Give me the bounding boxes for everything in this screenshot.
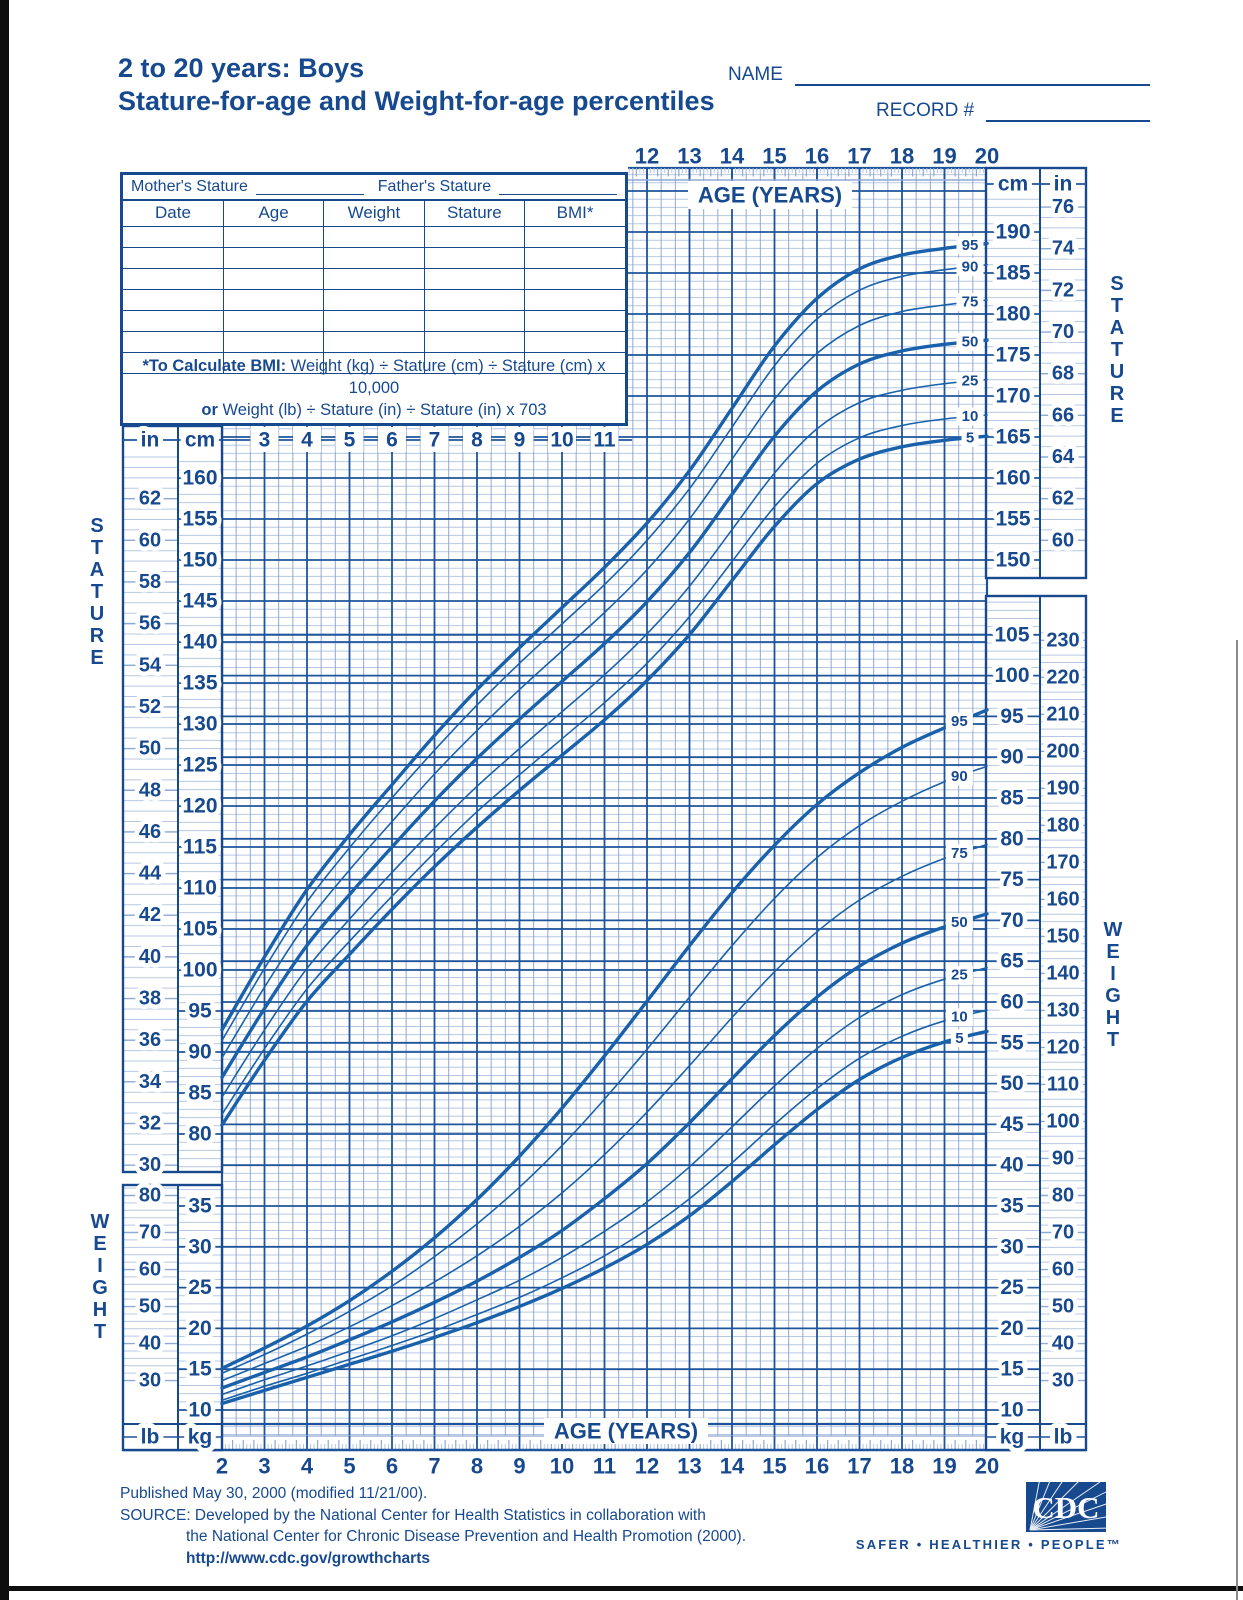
svg-text:32: 32 [138, 1112, 162, 1135]
name-input-line[interactable] [795, 64, 1150, 86]
svg-text:50: 50 [138, 1295, 162, 1318]
svg-text:200: 200 [1046, 740, 1080, 763]
measurement-empty-row [123, 268, 625, 289]
svg-text:A: A [1109, 317, 1125, 339]
svg-text:85: 85 [188, 1081, 212, 1105]
father-stature-label: Father's Stature [377, 178, 492, 195]
svg-text:40: 40 [138, 945, 162, 968]
measurement-empty-row [123, 247, 625, 268]
mother-stature-input-line[interactable] [256, 179, 364, 195]
svg-text:80: 80 [1051, 1184, 1075, 1207]
measurement-cell[interactable] [525, 268, 625, 289]
svg-text:E: E [1110, 405, 1124, 427]
parents-stature-row [123, 175, 625, 201]
svg-text:48: 48 [138, 779, 162, 802]
svg-text:180: 180 [995, 302, 1031, 326]
published-line: Published May 30, 2000 (modified 11/21/00). [120, 1485, 428, 1502]
column-header-bmi: BMI* [525, 201, 625, 226]
svg-text:105: 105 [182, 917, 218, 941]
svg-text:70: 70 [1051, 321, 1075, 344]
column-header-age: Age [223, 201, 323, 226]
svg-text:20: 20 [974, 143, 1000, 169]
svg-text:7: 7 [428, 428, 441, 452]
svg-text:T: T [1110, 339, 1124, 361]
measurement-cell[interactable] [223, 289, 323, 310]
svg-text:9: 9 [513, 428, 526, 452]
svg-text:T: T [1106, 1029, 1120, 1051]
svg-text:11: 11 [593, 428, 616, 452]
measurement-cell[interactable] [324, 331, 424, 352]
column-header-stature: Stature [424, 201, 524, 226]
svg-text:9: 9 [513, 1453, 526, 1479]
svg-text:62: 62 [138, 487, 162, 510]
svg-text:52: 52 [138, 695, 162, 718]
svg-text:68: 68 [1051, 362, 1075, 385]
svg-text:35: 35 [1000, 1194, 1024, 1218]
svg-text:150: 150 [182, 548, 218, 572]
svg-text:58: 58 [138, 570, 162, 593]
svg-text:180: 180 [1046, 814, 1080, 837]
svg-text:60: 60 [1051, 1258, 1075, 1281]
svg-text:80: 80 [188, 1122, 212, 1146]
cdc-logo-text: CDC [1032, 1490, 1100, 1525]
svg-text:190: 190 [995, 220, 1031, 244]
measurement-cell[interactable] [424, 310, 524, 331]
svg-text:35: 35 [188, 1194, 212, 1218]
svg-text:25: 25 [951, 966, 968, 984]
measurement-cell[interactable] [324, 226, 424, 247]
svg-text:kg: kg [187, 1425, 213, 1449]
svg-text:165: 165 [995, 425, 1031, 449]
svg-text:190: 190 [1046, 777, 1080, 800]
measurement-cell[interactable] [525, 247, 625, 268]
svg-text:7: 7 [428, 1453, 441, 1479]
svg-text:140: 140 [1046, 962, 1080, 985]
svg-text:15: 15 [1000, 1357, 1024, 1381]
svg-text:cm: cm [184, 428, 216, 452]
svg-text:210: 210 [1046, 703, 1080, 726]
svg-text:40: 40 [1000, 1153, 1024, 1177]
svg-text:18: 18 [889, 143, 915, 169]
name-label: NAME [728, 64, 783, 85]
svg-text:10: 10 [549, 1453, 575, 1479]
svg-text:160: 160 [182, 466, 218, 490]
svg-text:50: 50 [1051, 1295, 1075, 1318]
cdc-logo [1026, 1482, 1106, 1532]
svg-text:G: G [92, 1277, 108, 1299]
svg-text:75: 75 [1000, 868, 1024, 892]
measurement-cell[interactable] [424, 268, 524, 289]
svg-text:4: 4 [300, 1453, 314, 1479]
svg-text:75: 75 [961, 293, 979, 311]
svg-text:15: 15 [762, 1453, 787, 1479]
svg-text:115: 115 [183, 835, 217, 859]
svg-text:155: 155 [995, 507, 1031, 531]
svg-text:in: in [1053, 172, 1073, 196]
svg-text:100: 100 [1046, 1110, 1080, 1133]
svg-text:66: 66 [1051, 404, 1075, 427]
svg-text:60: 60 [1051, 529, 1075, 552]
svg-text:185: 185 [995, 261, 1031, 285]
source-line2: the National Center for Chronic Disease Prevention and Health Promotion (2000). [186, 1528, 747, 1545]
svg-text:145: 145 [182, 589, 218, 613]
measurement-cell[interactable] [123, 268, 223, 289]
svg-text:50: 50 [138, 737, 162, 760]
svg-text:A: A [89, 559, 105, 581]
svg-text:30: 30 [138, 1369, 162, 1392]
svg-text:55: 55 [1000, 1031, 1024, 1055]
measurement-empty-row [123, 226, 625, 247]
title-line1: 2 to 20 years: Boys [118, 53, 365, 83]
svg-text:80: 80 [1000, 827, 1024, 851]
father-stature-input-line[interactable] [499, 179, 617, 195]
svg-text:74: 74 [1051, 237, 1075, 260]
svg-text:100: 100 [994, 664, 1030, 688]
name-row [728, 64, 1150, 86]
svg-text:130: 130 [1046, 999, 1080, 1022]
svg-text:17: 17 [847, 143, 872, 169]
svg-text:150: 150 [1046, 925, 1080, 948]
svg-text:95: 95 [961, 236, 979, 254]
svg-text:18: 18 [889, 1453, 915, 1479]
svg-text:10: 10 [550, 428, 574, 452]
svg-text:U: U [89, 603, 105, 625]
scan-edge-bottom [9, 1586, 1243, 1591]
column-header-weight: Weight [324, 201, 424, 226]
svg-text:14: 14 [719, 1453, 745, 1479]
svg-text:E: E [90, 647, 104, 669]
measurement-cell[interactable] [223, 226, 323, 247]
svg-text:90: 90 [1051, 1147, 1075, 1170]
svg-text:6: 6 [385, 1453, 399, 1479]
measurement-entry-table [120, 172, 628, 426]
svg-text:125: 125 [182, 753, 218, 777]
measurement-cell[interactable] [223, 268, 323, 289]
svg-text:42: 42 [138, 904, 162, 927]
svg-text:T: T [90, 537, 104, 559]
measurement-grid [123, 201, 625, 374]
svg-text:50: 50 [1000, 1072, 1024, 1096]
svg-text:80: 80 [138, 1184, 162, 1207]
svg-text:75: 75 [951, 845, 968, 863]
svg-text:34: 34 [138, 1070, 162, 1093]
svg-text:90: 90 [1000, 745, 1024, 769]
svg-text:40: 40 [1051, 1332, 1075, 1355]
svg-text:70: 70 [138, 1221, 162, 1244]
svg-text:2: 2 [215, 1453, 229, 1479]
svg-text:16: 16 [804, 1453, 830, 1479]
mother-stature-label: Mother's Stature [131, 178, 248, 195]
svg-text:175: 175 [995, 343, 1031, 367]
svg-text:62: 62 [1051, 487, 1075, 510]
svg-text:6: 6 [386, 428, 398, 452]
svg-text:20: 20 [1000, 1316, 1024, 1340]
measurement-cell[interactable] [324, 247, 424, 268]
svg-text:13: 13 [677, 1453, 702, 1479]
svg-text:160: 160 [995, 466, 1031, 490]
svg-text:T: T [93, 1321, 107, 1343]
svg-text:120: 120 [1046, 1036, 1080, 1059]
page-title [118, 52, 715, 118]
svg-text:50: 50 [951, 913, 968, 931]
measurement-cell[interactable] [424, 289, 524, 310]
svg-text:H: H [1105, 1007, 1121, 1029]
svg-text:S: S [1110, 273, 1124, 295]
svg-text:130: 130 [182, 712, 218, 736]
measurement-cell[interactable] [424, 226, 524, 247]
svg-text:20: 20 [188, 1316, 212, 1340]
record-label: RECORD # [876, 100, 975, 121]
svg-text:5: 5 [965, 429, 975, 447]
measurement-cell[interactable] [424, 247, 524, 268]
svg-text:15: 15 [188, 1357, 212, 1381]
svg-text:120: 120 [182, 794, 218, 818]
measurement-cell[interactable] [123, 226, 223, 247]
svg-text:155: 155 [182, 507, 218, 531]
svg-text:40: 40 [138, 1332, 162, 1355]
bmi-calculation-note: *To Calculate BMI: Weight (kg) ÷ Stature (cm) ÷ Stature (cm) x 10,000 or Weight (lb) ÷ Stature (in) ÷ Stature (in) x 703 [142, 357, 606, 419]
svg-text:10: 10 [188, 1398, 212, 1422]
svg-text:lb: lb [140, 1425, 160, 1449]
measurement-empty-row [123, 310, 625, 331]
svg-text:70: 70 [1051, 1221, 1075, 1244]
svg-text:3: 3 [258, 428, 271, 452]
svg-text:85: 85 [1000, 786, 1024, 810]
svg-text:135: 135 [182, 671, 218, 695]
record-row [876, 100, 1150, 122]
svg-text:65: 65 [1000, 949, 1024, 973]
svg-text:60: 60 [138, 529, 162, 552]
svg-text:14: 14 [719, 143, 745, 169]
svg-text:13: 13 [677, 143, 702, 169]
svg-text:95: 95 [1000, 704, 1024, 728]
measurement-empty-row [123, 289, 625, 310]
svg-text:16: 16 [804, 143, 830, 169]
svg-text:44: 44 [138, 862, 162, 885]
measurement-cell[interactable] [525, 289, 625, 310]
svg-text:95: 95 [188, 999, 212, 1023]
measurement-cell[interactable] [324, 289, 424, 310]
svg-text:10: 10 [1000, 1398, 1024, 1422]
svg-text:kg: kg [999, 1425, 1025, 1449]
svg-text:10: 10 [951, 1008, 968, 1026]
svg-text:30: 30 [188, 1235, 212, 1259]
svg-text:5: 5 [343, 1453, 356, 1479]
svg-text:11: 11 [592, 1453, 617, 1479]
svg-text:5: 5 [343, 428, 356, 452]
svg-text:220: 220 [1046, 666, 1080, 689]
svg-text:12: 12 [634, 143, 660, 169]
record-input-line[interactable] [986, 100, 1150, 122]
svg-text:20: 20 [974, 1453, 1000, 1479]
measurement-cell[interactable] [223, 331, 323, 352]
svg-text:25: 25 [1000, 1276, 1024, 1300]
svg-text:230: 230 [1046, 629, 1080, 652]
svg-text:76: 76 [1051, 196, 1075, 219]
svg-text:25: 25 [188, 1276, 212, 1300]
svg-text:cm: cm [997, 172, 1029, 196]
svg-text:46: 46 [138, 820, 162, 843]
svg-text:E: E [93, 1233, 107, 1255]
svg-text:150: 150 [995, 548, 1031, 572]
svg-text:36: 36 [138, 1029, 162, 1052]
column-header-date: Date [123, 201, 223, 226]
svg-text:I: I [1110, 963, 1116, 985]
svg-text:170: 170 [995, 384, 1031, 408]
svg-text:25: 25 [961, 372, 979, 390]
svg-text:10: 10 [961, 408, 979, 425]
svg-text:30: 30 [1051, 1369, 1075, 1392]
scan-edge-right [1236, 640, 1238, 1600]
svg-text:T: T [1110, 295, 1124, 317]
header-row [123, 201, 625, 226]
svg-text:54: 54 [138, 654, 162, 677]
measurement-cell[interactable] [525, 310, 625, 331]
svg-text:AGE (YEARS): AGE (YEARS) [697, 182, 843, 208]
svg-text:W: W [90, 1211, 110, 1233]
svg-text:45: 45 [1000, 1112, 1024, 1136]
svg-text:lb: lb [1053, 1425, 1073, 1449]
svg-text:50: 50 [961, 333, 979, 351]
svg-text:95: 95 [951, 713, 968, 731]
cdc-tagline: SAFER • HEALTHIER • PEOPLE™ [855, 1537, 1122, 1552]
measurement-cell[interactable] [324, 268, 424, 289]
svg-text:5: 5 [955, 1029, 964, 1047]
svg-text:30: 30 [1000, 1235, 1024, 1259]
svg-text:3: 3 [258, 1453, 271, 1479]
svg-text:12: 12 [634, 1453, 660, 1479]
svg-text:H: H [92, 1299, 108, 1321]
svg-text:E: E [1106, 941, 1120, 963]
svg-text:S: S [90, 515, 104, 537]
scan-edge-left [0, 0, 9, 1600]
svg-text:AGE (YEARS): AGE (YEARS) [553, 1418, 699, 1444]
measurement-cell[interactable] [123, 331, 223, 352]
svg-text:15: 15 [762, 143, 787, 169]
svg-text:17: 17 [847, 1453, 872, 1479]
svg-text:90: 90 [188, 1040, 212, 1064]
measurement-cell[interactable] [525, 226, 625, 247]
svg-text:110: 110 [183, 876, 217, 900]
svg-text:in: in [140, 428, 160, 452]
measurement-cell[interactable] [123, 247, 223, 268]
svg-text:60: 60 [1000, 990, 1024, 1014]
growthcharts-url[interactable]: http://www.cdc.gov/growthcharts [186, 1549, 430, 1567]
svg-text:56: 56 [138, 612, 162, 635]
measurement-cell[interactable] [223, 247, 323, 268]
svg-text:U: U [1109, 361, 1125, 383]
svg-text:64: 64 [1051, 446, 1075, 469]
svg-text:I: I [97, 1255, 103, 1277]
svg-text:90: 90 [961, 258, 979, 276]
svg-text:38: 38 [138, 987, 162, 1010]
measurement-cell[interactable] [123, 289, 223, 310]
svg-text:4: 4 [301, 428, 313, 452]
measurement-cell[interactable] [525, 331, 625, 352]
measurement-cell[interactable] [123, 310, 223, 331]
measurement-cell[interactable] [223, 310, 323, 331]
svg-text:30: 30 [138, 1154, 162, 1177]
svg-text:8: 8 [470, 1453, 484, 1479]
svg-text:T: T [90, 581, 104, 603]
title-line2: Stature-for-age and Weight-for-age percentiles [118, 86, 715, 116]
svg-text:G: G [1105, 985, 1121, 1007]
svg-text:60: 60 [138, 1258, 162, 1281]
svg-text:70: 70 [1000, 908, 1024, 932]
svg-text:170: 170 [1046, 851, 1080, 874]
svg-text:8: 8 [471, 428, 483, 452]
svg-text:160: 160 [1046, 888, 1080, 911]
measurement-cell[interactable] [424, 331, 524, 352]
svg-text:110: 110 [1046, 1073, 1080, 1096]
svg-text:W: W [1103, 919, 1123, 941]
svg-text:R: R [1109, 383, 1125, 405]
svg-text:72: 72 [1051, 279, 1075, 302]
svg-text:90: 90 [951, 767, 968, 785]
footer [120, 1483, 746, 1569]
svg-text:19: 19 [932, 143, 957, 169]
source-line1: SOURCE: Developed by the National Center for Health Statistics in collaboration with [120, 1506, 706, 1524]
svg-text:R: R [89, 625, 105, 647]
svg-text:100: 100 [182, 958, 218, 982]
measurement-cell[interactable] [324, 310, 424, 331]
measurement-empty-row [123, 331, 625, 352]
svg-text:19: 19 [932, 1453, 957, 1479]
svg-text:105: 105 [994, 623, 1030, 647]
svg-text:140: 140 [182, 630, 218, 654]
stature-percentile-curves-labels [957, 236, 984, 446]
